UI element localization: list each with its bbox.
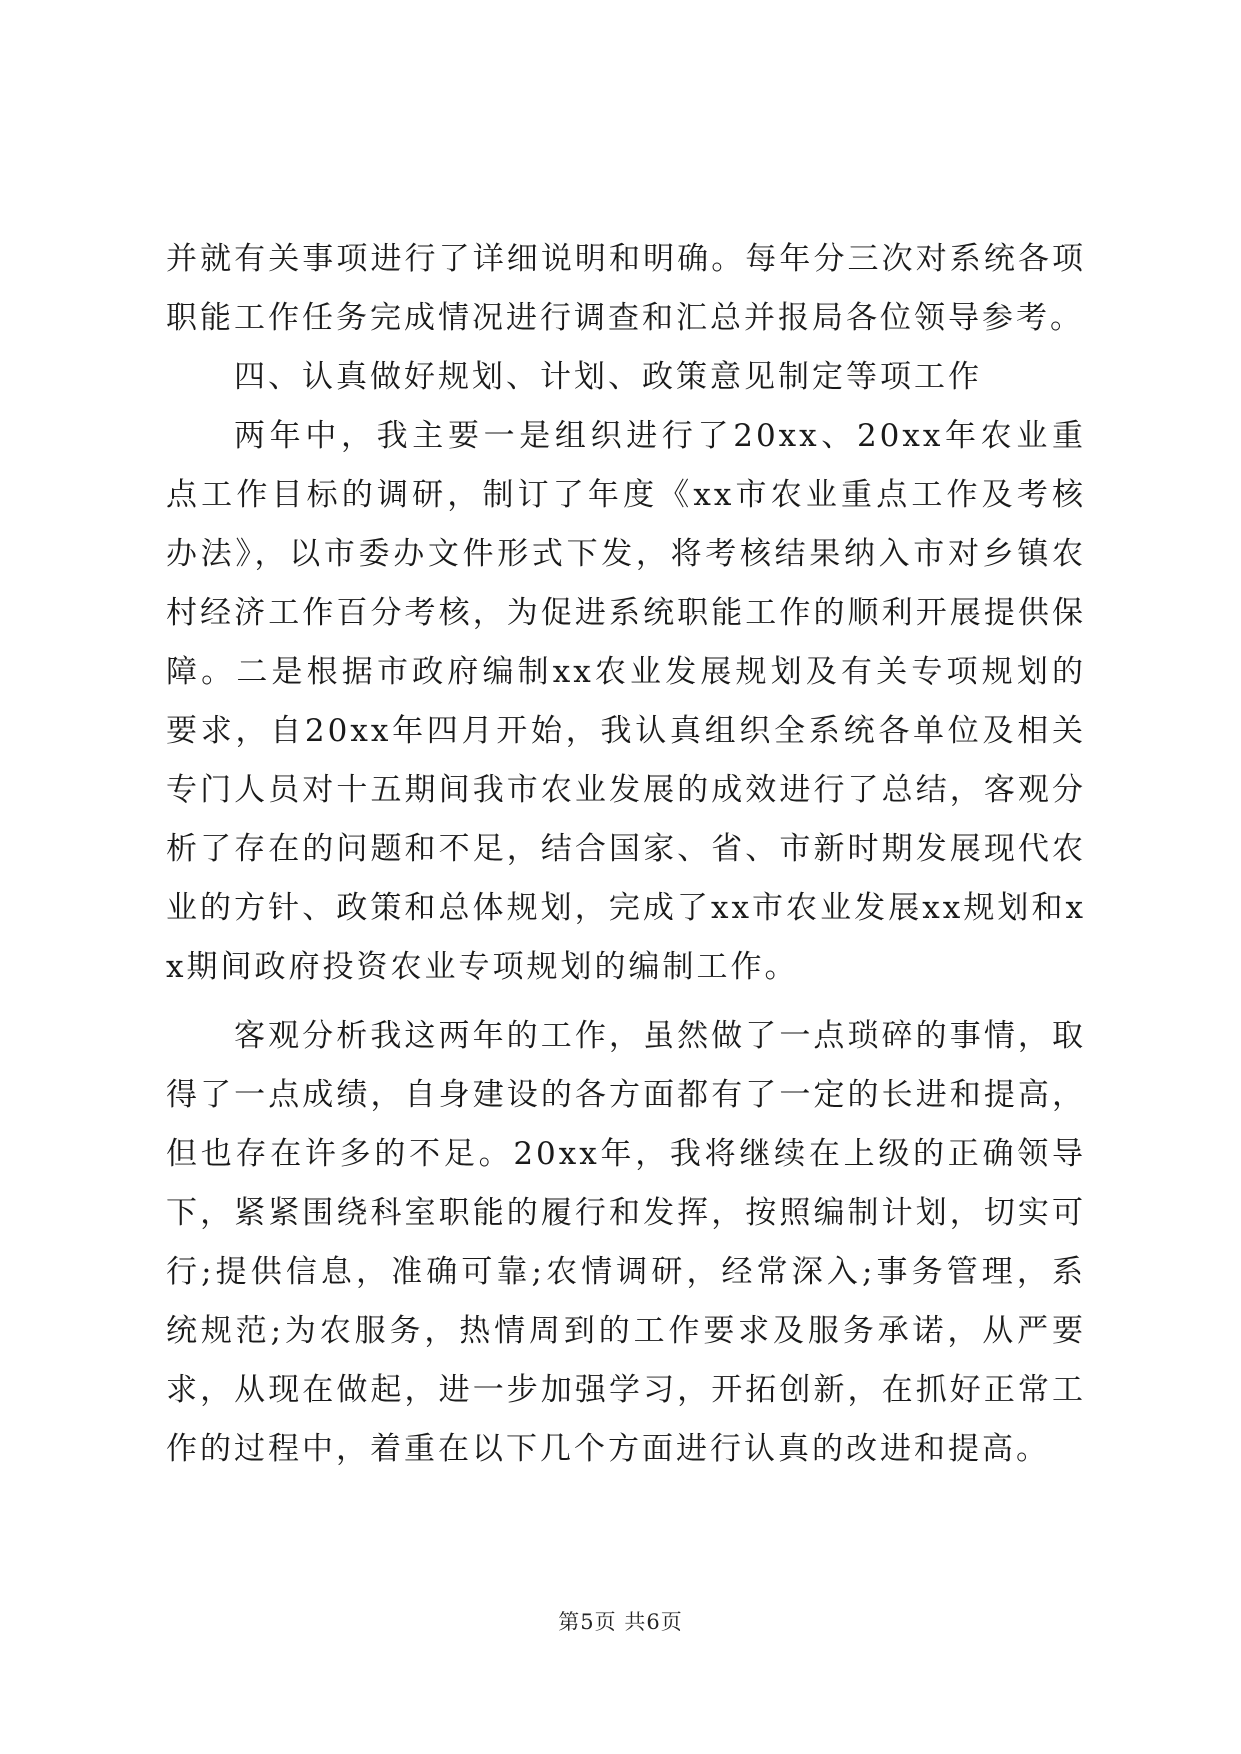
paragraph-planning: 两年中，我主要一是组织进行了20xx、20xx年农业重点工作目标的调研，制订了年度《xx市农业重点工作及考核办法》，以市委办文件形式下发，将考核结果纳入市对乡镇农村经济工作百分考核，为促进系统职能工作的顺利开展提供保障。二是根据市政府编制xx农业发展规划及有关专项规划的要求，自20xx年四月开始，我认真组织全系统各单位及相关专门人员对十五期间我市农业发展的成效进行了总结，客观分析了存在的问题和不足，结合国家、省、市新时期发展现代农业的方针、政策和总体规划，完成了xx市农业发展xx规划和xx期间政府投资农业专项规划的编制工作。	[166, 418, 1086, 985]
page-number-footer: 第5页 共6页	[558, 1610, 683, 1634]
paragraph-summary: 客观分析我这两年的工作，虽然做了一点琐碎的事情，取得了一点成绩，自身建设的各方面都有了一定的长进和提高，但也存在许多的不足。20xx年，我将继续在上级的正确领导下，紧紧围绕科室职能的履行和发挥，按照编制计划，切实可行;提供信息，准确可靠;农情调研，经常深入;事务管理，系统规范;为农服务，热情周到的工作要求及服务承诺，从严要求，从现在做起，进一步加强学习，开拓创新，在抓好正常工作的过程中，着重在以下几个方面进行认真的改进和提高。	[166, 1018, 1086, 1467]
document-body	[166, 230, 1086, 1479]
section-heading: 四、认真做好规划、计划、政策意见制定等项工作	[234, 359, 982, 395]
paragraph-continuation: 并就有关事项进行了详细说明和明确。每年分三次对系统各项职能工作任务完成情况进行调查和汇总并报局各位领导参考。	[166, 241, 1086, 336]
